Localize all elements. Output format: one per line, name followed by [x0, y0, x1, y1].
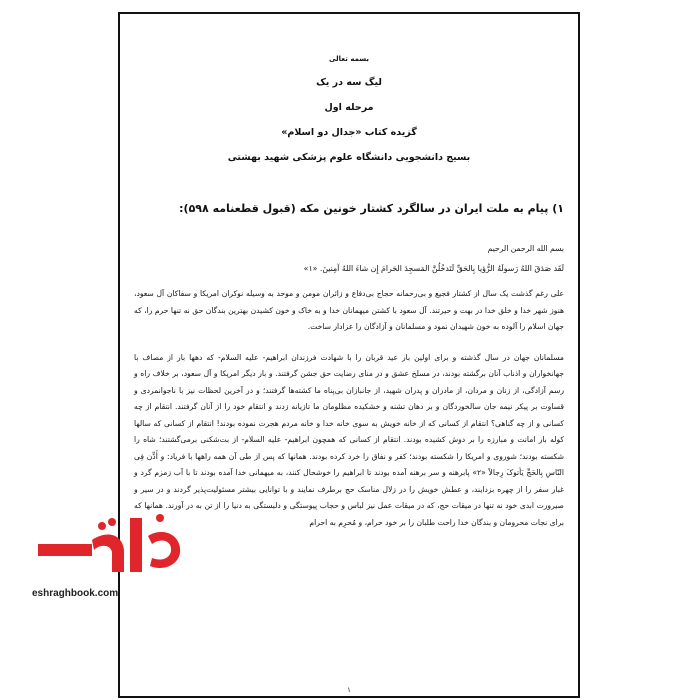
document-page	[118, 12, 580, 698]
page-number: ۱	[347, 686, 351, 694]
title-block	[134, 54, 564, 164]
paragraph-1: علی رغم گذشت یک سال از کشتار فجیع و بی‌رحمانه حجاج بی‌دفاع و زائران مومن و موحد به وسیله نوکران امریکا و سفاکان آل سعود، هنوز شهر خدا و خلق خدا در بهت و حیرتند. آل سعود با کشتن میهمانان خدا و به خاک و خون کشیدن بهترین بندگان حق نه تنها حرم را، که جهان اسلام را آلوده به خون شهیدان نمود و مسلمانان و آزادگان را عزادار ساخت.	[134, 289, 564, 331]
watermark-url: eshraghbook.com	[32, 588, 119, 599]
title-line-3: گزیده کتاب «جدال دو اسلام»	[281, 127, 417, 138]
section-title: ۱) پیام به ملت ایران در سالگرد کشتار خونین مکه (قبول قطعنامه ۵۹۸):	[179, 202, 564, 215]
quran-verse: لَقَد صَدَقَ اللهُ رَسولَهُ الرُّؤیا بِالحَقِّ لَتَدخُلُنَّ المَسجِدَ الحَرامَ إِن شاءَ اللهُ آمِنینَ. «۱»	[303, 264, 564, 273]
title-line-1: لیگ سه در یک	[316, 77, 382, 88]
title-line-4: بسیج دانشجویی دانشگاه علوم پزشکی شهید بهشتی	[227, 152, 471, 163]
page-content	[120, 54, 578, 531]
title-line-2: مرحله اول	[324, 102, 374, 113]
paragraph-2: مسلمانان جهان در سال گذشته و برای اولین بار عید قربان را با شهادت فرزندان ابراهیم- علیه السلام- که دهها بار از مصاف با جهانخواران و اذناب آنان برگشته بودند، در مسلخ عشق و در منای رضایت حق جشن گرفتند. و بار دیگر امریکا و آل سعود، بر خلاف راه و رسم آزادگی، از زنان و مردان، از مادران و پدران شهید، از جانبازان بی‌پناه ما کشته‌ها گرفتند؛ و در آخرین لحظات نیز با ناجوانمردی و قساوت بر پیکر نیمه جان سالخوردگان و بر دهان تشنه و خشکیده مظلومان ما تازیانه زدند و انتقام خود را از آنان گرفتند. انتقام از چه کسانی و از چه گناهی؟ انتقام از کسانی که از خانه خویش به سوی خانه خدا و خانه مردم هجرت نموده بودند! انتقام از کسانی که سالها کوله بار امانت و مبارزه را بر دوش کشیده بودند. انتقام از کسانی که همچون ابراهیم- علیه السلام- از بت‌شکنی برمی‌گشتند؛ شاه را شکسته بودند؛ شوروی و امریکا را شکسته بودند؛ کفر و نفاق را خرد کرده بودند. همانها که پس از طی آن همه راهها با فریاد: و أَذِّن فِی النّاسِ بِالحَجِّ یَأتوکَ رِجالاً «۲» پابرهنه و سر برهنه آمده بودند تا ابراهیم را خوشحال کنند، به میهمانی خدا آمده بودند تا با آب زمزم گرد و غبار سفر را از چهره بزدایند، و عطش خویش را در زلال مناسک حج برطرف نمایند و با توانایی بیشتر مسئولیت‌پذیر گردند و در سیر و صیرورت ابدی خود نه تنها در میقات حج، که در میقات عمل نیز لباس و حجاب پیوستگی و دلبستگی به دنیا را از تن به در آورند. همانها که برای نجات محرومان و بندگان خدا راحت طلبان را بر خود حرام، و مُحرِم به احرام	[134, 352, 564, 527]
salutation: بسم الله الرحمن الرحیم	[487, 244, 564, 253]
bismillah-heading: بسمه تعالی	[328, 55, 370, 63]
